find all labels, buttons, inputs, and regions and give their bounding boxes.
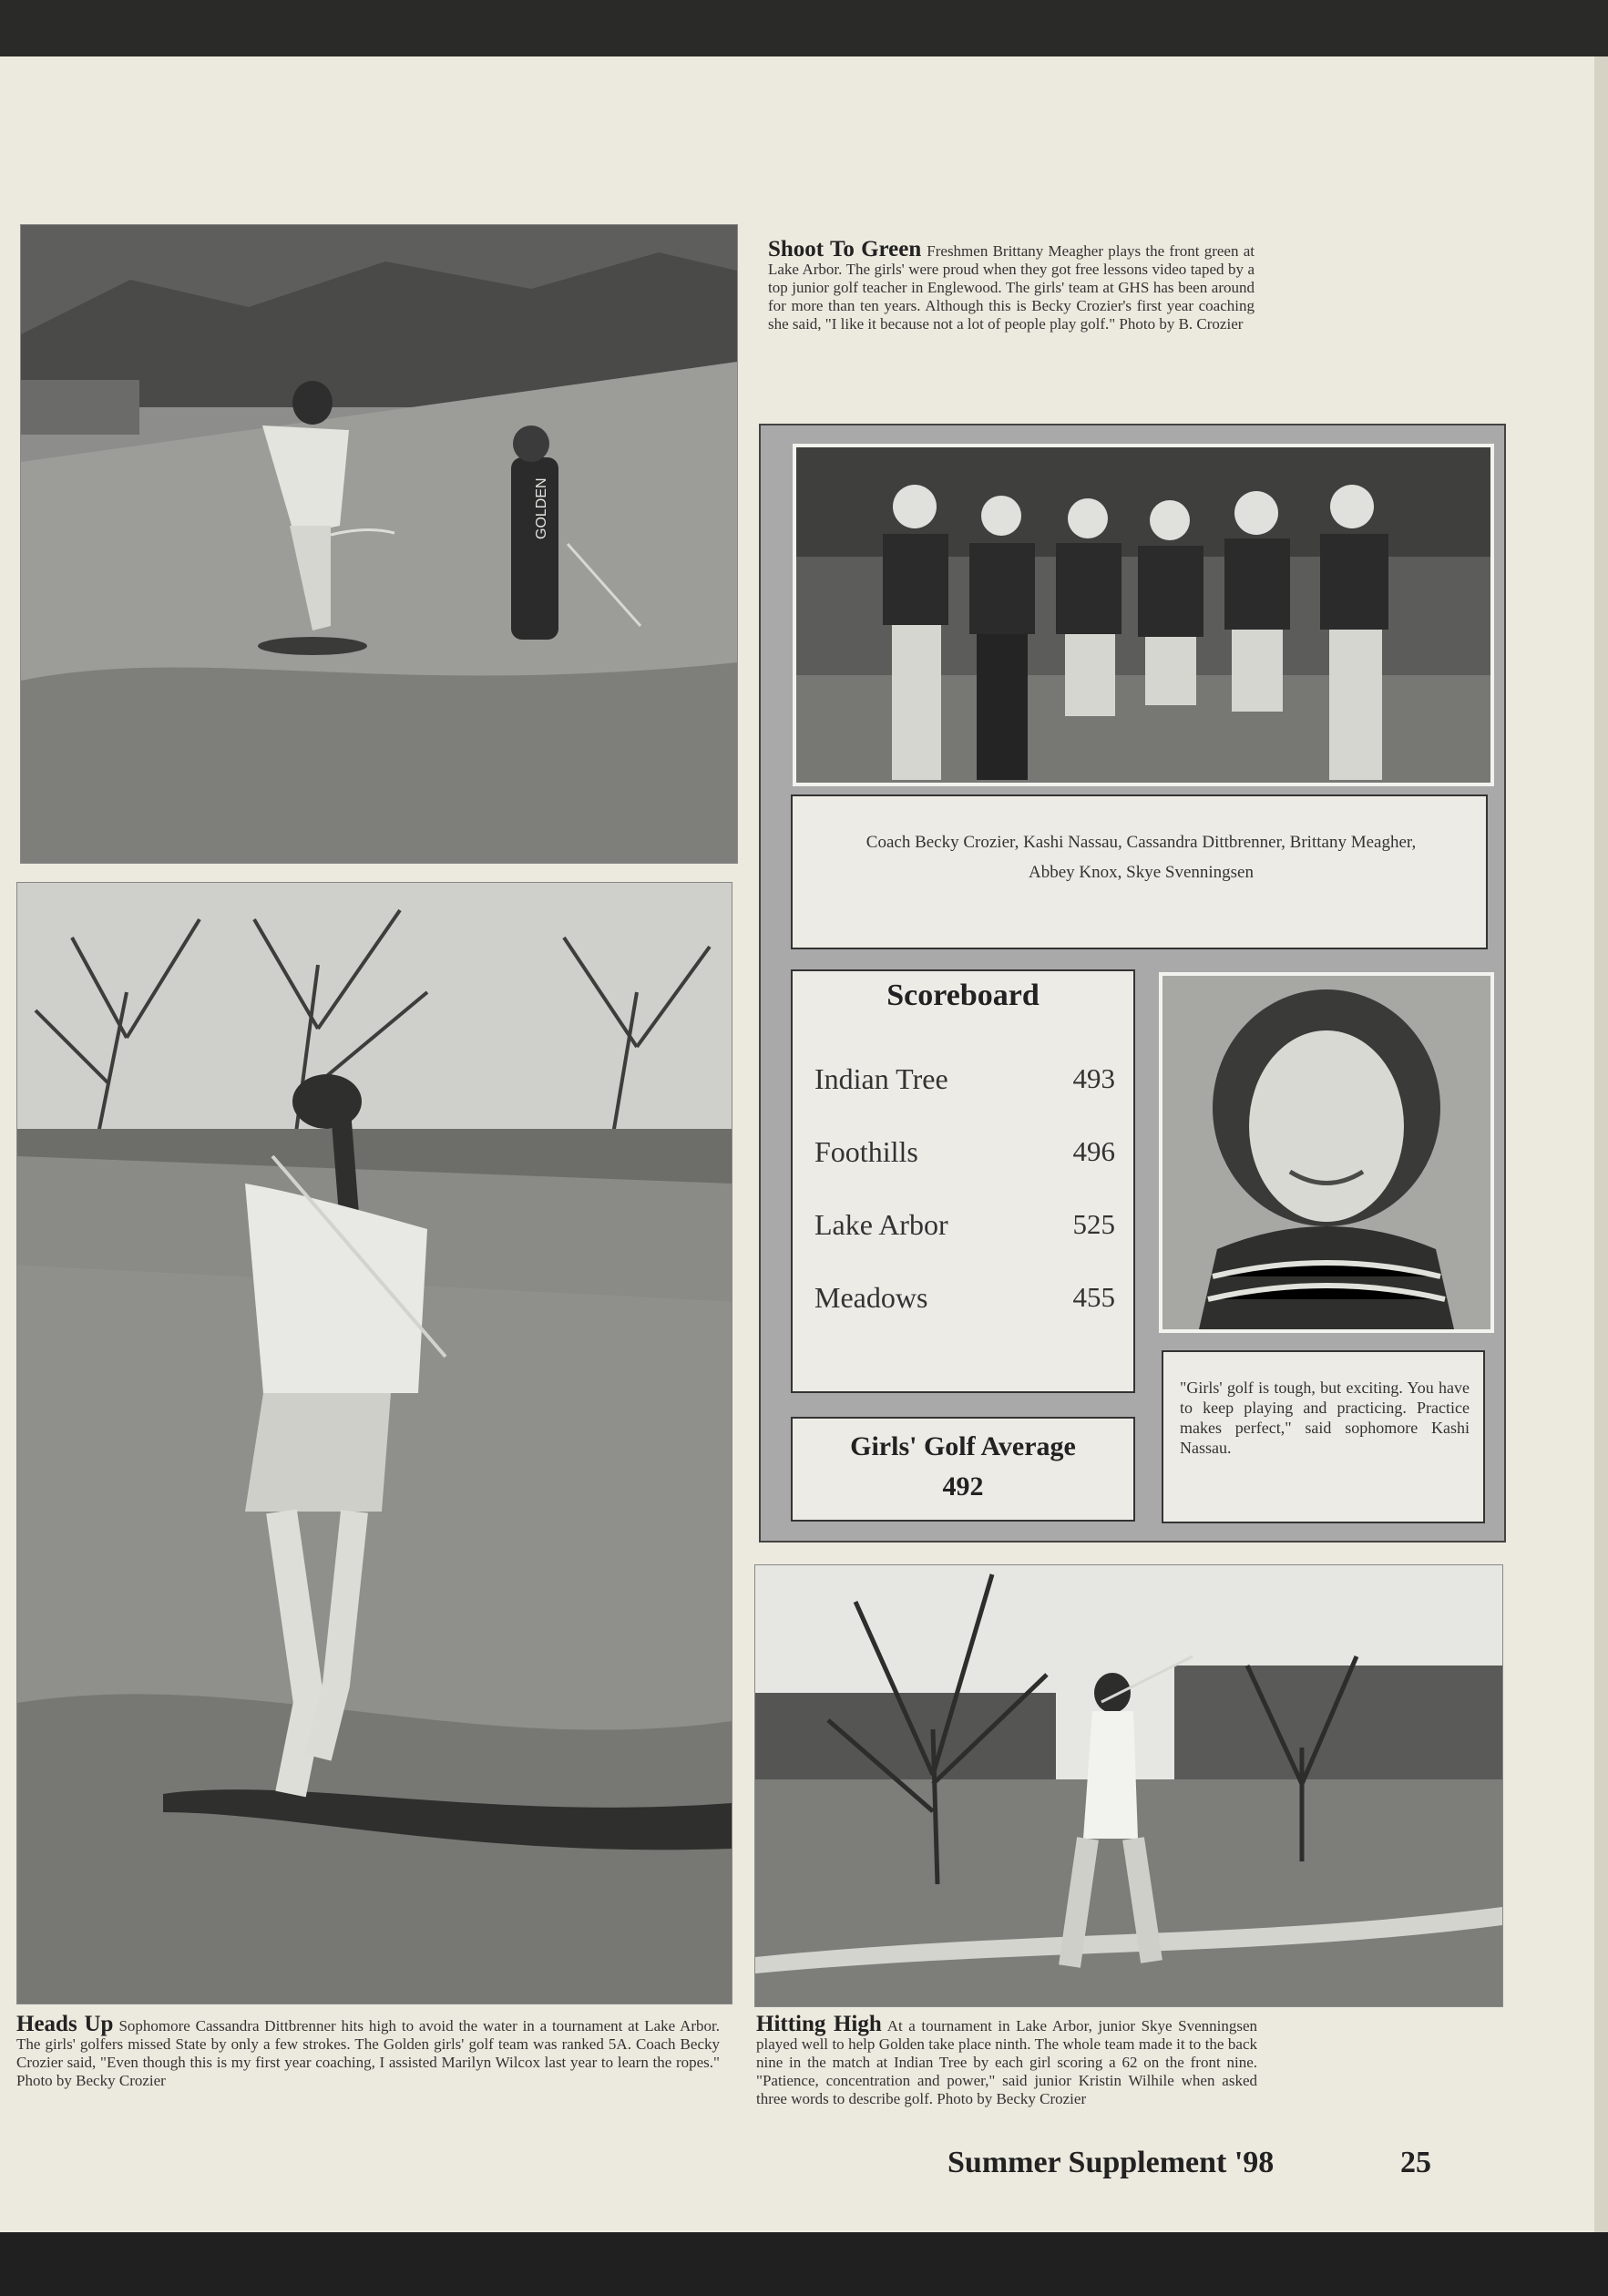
team-name: Foothills [814, 1135, 918, 1168]
scoreboard-row [814, 1062, 1115, 1096]
photo-golfer-swing-by-water [16, 882, 732, 2004]
caption-hitting-high [756, 2012, 1257, 2108]
scoreboard-title: Scoreboard [886, 979, 1040, 1012]
page-number: 25 [1400, 2146, 1431, 2179]
caption-text: Sophomore Cassandra Dittbrenner hits high to avoid the water in a tournament at Lake Arbor. The girls' golfers missed State by only a few strokes. The Golden girls' golf team was ranked 5A. Coach Becky Crozier said, "Even though this is my first year coaching, I assisted Marilyn Wilcox last year to learn the ropes." Photo by Becky Crozier [16, 2017, 720, 2089]
caption-kicker: Heads Up [16, 2012, 114, 2036]
team-score: 493 [1072, 1062, 1115, 1094]
quote-box [1162, 1350, 1485, 1523]
caption-kicker: Hitting High [756, 2012, 882, 2036]
caption-kicker: Shoot To Green [768, 237, 922, 261]
team-name: Lake Arbor [814, 1208, 948, 1241]
average-label: Girls' Golf Average [850, 1431, 1076, 1461]
scoreboard-box [791, 969, 1135, 1393]
scan-bottom-edge [0, 2232, 1608, 2296]
caption-heads-up [16, 2012, 720, 2090]
photo-golfer-follow-through [754, 1564, 1503, 2007]
caption-text: At a tournament in Lake Arbor, junior Skye Svenningsen played well to help Golden take place ninth. The whole team made it to the back nine in the match at Indian Tree by each girl scoring a 62 on the front nine. "Patience, concentration and power," said junior Kristin Wilhile when asked three words to describe golf. Photo by Becky Crozier [756, 2017, 1257, 2107]
team-score: 525 [1072, 1208, 1115, 1240]
scan-top-edge [0, 0, 1608, 56]
caption-text: Freshmen Brittany Meagher plays the front green at Lake Arbor. The girls' were proud when they got free lessons video taped by a top junior golf teacher in Englewood. The girls' team at GHS has been around for more than ten years. Although this is Becky Crozier's first year coaching she said, "I like it because not a lot of people play golf." Photo by B. Crozier [768, 242, 1255, 333]
sidebar-panel [759, 424, 1506, 1543]
team-names-box [791, 794, 1488, 949]
section-footer: Summer Supplement '98 [947, 2146, 1275, 2179]
scoreboard-row [814, 1135, 1115, 1169]
average-box [791, 1417, 1135, 1522]
team-score: 496 [1072, 1135, 1115, 1167]
photo-golfer-with-bag [20, 224, 738, 864]
team-score: 455 [1072, 1281, 1115, 1313]
caption-shoot-to-green [768, 237, 1255, 333]
player-quote: "Girls' golf is tough, but exciting. You have to keep playing and practicing. Practice makes perfect," said sophomore Kashi Nassau. [1180, 1379, 1470, 1457]
team-name: Meadows [814, 1281, 928, 1314]
photo-team-group [793, 444, 1494, 786]
team-name: Indian Tree [814, 1062, 948, 1095]
page-edge [1594, 56, 1608, 2232]
bag-label: GOLDEN [534, 477, 549, 539]
photo-portrait [1159, 972, 1494, 1333]
scoreboard-row [814, 1208, 1115, 1242]
scoreboard-row [814, 1281, 1115, 1315]
team-names: Coach Becky Crozier, Kashi Nassau, Cassandra Dittbrenner, Brittany Meagher, Abbey Knox, Skye Svenningsen [865, 833, 1417, 882]
average-value: 492 [942, 1471, 984, 1502]
